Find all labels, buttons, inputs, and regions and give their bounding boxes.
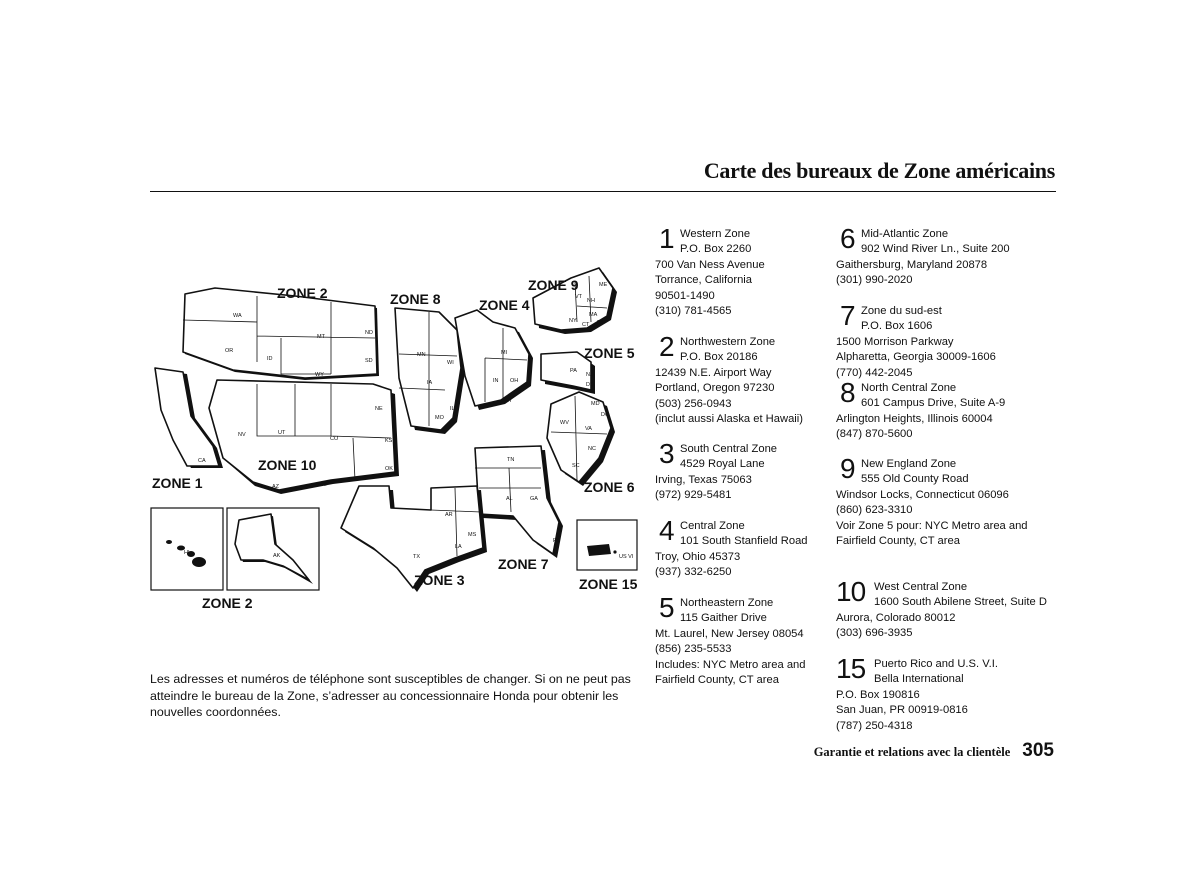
zone-office-address-line: (503) 256-0943 — [655, 397, 732, 410]
zone-7-region — [475, 446, 563, 558]
section-title: Garantie et relations avec la clientèle — [813, 745, 1011, 759]
state-label: ME — [599, 282, 608, 288]
state-label: ND — [365, 330, 373, 336]
state-label: VA — [585, 426, 592, 432]
state-label: DC — [601, 412, 609, 418]
state-label: IN — [493, 378, 499, 384]
state-label: AK — [273, 553, 281, 559]
zone-office-address-line: 601 Campus Drive, Suite A-9 — [861, 397, 1006, 410]
page-footer — [814, 740, 1054, 762]
zone-office-heading — [655, 515, 808, 550]
zone-label-6: ZONE 6 — [584, 479, 635, 495]
zone-label-1: ZONE 1 — [152, 475, 203, 491]
zone-office-heading — [836, 653, 998, 688]
state-label: NC — [588, 446, 596, 452]
zone-office-address-line: Mt. Laurel, New Jersey 08054 — [655, 627, 804, 640]
zone-number: 5 — [659, 592, 674, 623]
zone-office-name: Mid-Atlantic Zone — [861, 228, 949, 240]
state-label: ID — [267, 356, 273, 362]
state-label: NV — [238, 432, 246, 438]
zone-office-name: South Central Zone — [680, 443, 778, 455]
title-rule — [150, 191, 1056, 192]
zone-office-address-line: Windsor Locks, Connecticut 06096 — [836, 488, 1009, 501]
state-label: UT — [278, 430, 286, 436]
state-label: LA — [455, 544, 462, 550]
zone-office-address-line: San Juan, PR 00919-0816 — [836, 704, 968, 717]
zone-label-2-inset: ZONE 2 — [202, 595, 253, 611]
zone-office-heading — [655, 223, 765, 258]
state-label: GA — [530, 496, 538, 502]
state-label: IA — [427, 380, 433, 386]
inset-alaska — [227, 508, 319, 590]
zone-office-name: Zone du sud-est — [861, 305, 942, 317]
zone-office-entry — [655, 331, 803, 427]
zone-office-entry — [836, 576, 1047, 642]
zone-office-address-line: Aurora, Colorado 80012 — [836, 611, 956, 624]
zone-office-address-line: Fairfield County, CT area — [655, 674, 779, 687]
zone-number: 6 — [840, 223, 855, 254]
state-label: NY — [569, 318, 577, 324]
zone-office-heading — [655, 592, 806, 627]
zone-office-address-line: P.O. Box 1606 — [861, 320, 933, 333]
state-label: MO — [435, 415, 444, 421]
state-label: AR — [445, 512, 453, 518]
state-label: PA — [570, 368, 577, 374]
zone-office-address-line: (770) 442-2045 — [836, 366, 913, 379]
state-label: CO — [330, 436, 339, 442]
zone-label-4: ZONE 4 — [479, 297, 530, 313]
zone-office-entry — [655, 223, 765, 319]
zone-2-region — [183, 288, 379, 380]
state-label: CT — [582, 322, 590, 328]
zone-office-name: Western Zone — [680, 228, 751, 240]
state-label: OK — [385, 466, 393, 472]
zone-office-address-line: 12439 N.E. Airport Way — [655, 366, 772, 379]
zone-number: 3 — [659, 438, 674, 469]
state-label: NJ — [586, 372, 593, 378]
zone-office-heading — [655, 331, 803, 366]
state-label: KS — [385, 438, 393, 444]
zone-office-heading — [836, 576, 1047, 611]
zone-office-address-line: 4529 Royal Lane — [680, 458, 765, 471]
disclaimer-note: Les adresses et numéros de téléphone sont susceptibles de changer. Si on ne peut pas atteindre le bureau de la Zone, s’adresser au concessionnaire Honda pour obtenir les nouvelles coordonnées. — [150, 672, 631, 719]
zone-office-heading — [836, 453, 1028, 488]
state-label: WY — [315, 372, 324, 378]
state-label: NH — [587, 298, 595, 304]
zone-office-name: West Central Zone — [874, 581, 968, 593]
state-label: KY — [505, 398, 513, 404]
zone-office-address-line: (847) 870-5600 — [836, 428, 913, 441]
zone-office-name: Puerto Rico and U.S. V.I. — [874, 658, 998, 670]
zone-office-address-line: (787) 250-4318 — [836, 719, 913, 732]
state-label: NM — [318, 482, 327, 488]
state-label: RI — [597, 320, 603, 326]
inset-puerto-rico — [577, 520, 637, 570]
zone-office-address-line: Arlington Heights, Illinois 60004 — [836, 412, 993, 425]
zone-office-address-line: P.O. Box 190816 — [836, 688, 920, 701]
zone-number: 7 — [840, 300, 855, 331]
state-label: AZ — [272, 484, 280, 490]
zone-office-address-line: Portland, Oregon 97230 — [655, 382, 775, 395]
zone-office-entry — [655, 438, 778, 504]
zone-office-address-line: Fairfield County, CT area — [836, 535, 960, 548]
state-label: WA — [233, 313, 242, 319]
zone-label-5: ZONE 5 — [584, 345, 635, 361]
state-label: WV — [560, 420, 569, 426]
zone-office-address-line: 700 Van Ness Avenue — [655, 258, 765, 271]
zone-number: 15 — [836, 653, 866, 684]
state-label: FL — [553, 538, 560, 544]
zone-office-entry — [655, 515, 808, 581]
zone-office-address-line: P.O. Box 2260 — [680, 243, 752, 256]
state-label: TN — [507, 457, 515, 463]
zone-office-name: Northeastern Zone — [680, 597, 774, 609]
zone-office-address-line: 1500 Morrison Parkway — [836, 335, 954, 348]
page-number: 305 — [1022, 740, 1054, 761]
state-label: TX — [413, 554, 421, 560]
zone-number: 1 — [659, 223, 674, 254]
zone-label-8: ZONE 8 — [390, 291, 441, 307]
state-label: MN — [417, 352, 426, 358]
state-label: US VI — [619, 554, 634, 560]
zone-office-address-line: (937) 332-6250 — [655, 566, 732, 579]
zone-office-name: Northwestern Zone — [680, 336, 776, 348]
state-label: NE — [375, 406, 383, 412]
zone-office-address-line: Alpharetta, Georgia 30009-1606 — [836, 351, 996, 364]
state-label: MD — [591, 401, 600, 407]
zone-office-address-line: (303) 696-3935 — [836, 627, 913, 640]
zone-office-name: Central Zone — [680, 520, 745, 532]
zone-number: 10 — [836, 576, 866, 607]
zone-8-region — [395, 308, 465, 434]
zone-office-heading — [836, 223, 1010, 258]
zone-label-7: ZONE 7 — [498, 556, 549, 572]
zone-office-name: North Central Zone — [861, 382, 957, 394]
zone-office-heading — [655, 438, 778, 473]
zone-number: 4 — [659, 515, 674, 546]
zone-office-address-line: 555 Old County Road — [861, 473, 969, 486]
zone-office-address-line: 115 Gaither Drive — [680, 612, 767, 625]
page-title: Carte des bureaux de Zone américains — [703, 158, 1055, 183]
zone-office-address-line: 101 South Stanfield Road — [680, 535, 808, 548]
zone-label-10: ZONE 10 — [258, 457, 317, 473]
zone-office-heading — [836, 377, 1006, 412]
zone-office-address-line: Irving, Texas 75063 — [655, 473, 752, 486]
zone-office-address-line: (856) 235-5533 — [655, 643, 732, 656]
zone-office-address-line: Troy, Ohio 45373 — [655, 550, 741, 563]
state-label: MS — [468, 532, 477, 538]
zone-4-region — [455, 310, 533, 410]
zone-number: 8 — [840, 377, 855, 408]
zone-office-address-line: P.O. Box 20186 — [680, 351, 758, 364]
zone-office-address-line: 90501-1490 — [655, 289, 715, 302]
state-label: SD — [365, 358, 373, 364]
state-label: DE — [586, 382, 594, 388]
state-label: WI — [447, 360, 454, 366]
zone-office-address-line: 902 Wind River Ln., Suite 200 — [861, 243, 1010, 256]
state-label: CA — [198, 458, 206, 464]
zone-office-address-line: Bella International — [874, 673, 964, 686]
state-label: HI — [184, 550, 190, 556]
state-label: MT — [317, 334, 325, 340]
zone-number: 9 — [840, 453, 855, 484]
zone-office-address-line: Gaithersburg, Maryland 20878 — [836, 258, 988, 271]
state-label: MI — [501, 350, 508, 356]
zone-office-entry — [836, 377, 1006, 443]
state-label: SC — [572, 463, 580, 469]
zone-office-entry — [836, 223, 1010, 289]
state-label: OR — [225, 348, 234, 354]
zone-label-15: ZONE 15 — [579, 576, 638, 592]
zone-office-address-line: (301) 990-2020 — [836, 274, 913, 287]
zone-office-name: New England Zone — [861, 458, 957, 470]
zone-map — [145, 262, 645, 622]
state-label: OH — [510, 378, 519, 384]
inset-hawaii — [151, 508, 223, 590]
zone-office-address-line: Includes: NYC Metro area and — [655, 658, 806, 671]
state-label: AL — [506, 496, 513, 502]
zone-6-region — [547, 392, 615, 486]
state-label: MA — [589, 312, 598, 318]
zone-office-entry — [836, 453, 1028, 549]
zone-office-address-line: (860) 623-3310 — [836, 504, 913, 517]
zone-office-address-line: 1600 South Abilene Street, Suite D — [874, 596, 1047, 609]
state-label: VT — [575, 294, 583, 300]
state-label: PR — [588, 547, 596, 553]
zone-label-3: ZONE 3 — [414, 572, 465, 588]
zone-office-entry — [836, 653, 998, 734]
zone-office-entry — [655, 592, 806, 688]
zone-office-address-line: (inclut aussi Alaska et Hawaii) — [655, 413, 803, 426]
state-label: IL — [450, 406, 455, 412]
zone-label-9: ZONE 9 — [528, 277, 579, 293]
zone-label-2: ZONE 2 — [277, 285, 328, 301]
zone-office-address-line: (310) 781-4565 — [655, 305, 732, 318]
zone-office-heading — [836, 300, 996, 335]
zone-number: 2 — [659, 331, 674, 362]
zone-office-address-line: Torrance, California — [655, 274, 752, 287]
zone-office-address-line: (972) 929-5481 — [655, 489, 732, 502]
zone-office-entry — [836, 300, 996, 381]
zone-office-address-line: Voir Zone 5 pour: NYC Metro area and — [836, 519, 1028, 532]
